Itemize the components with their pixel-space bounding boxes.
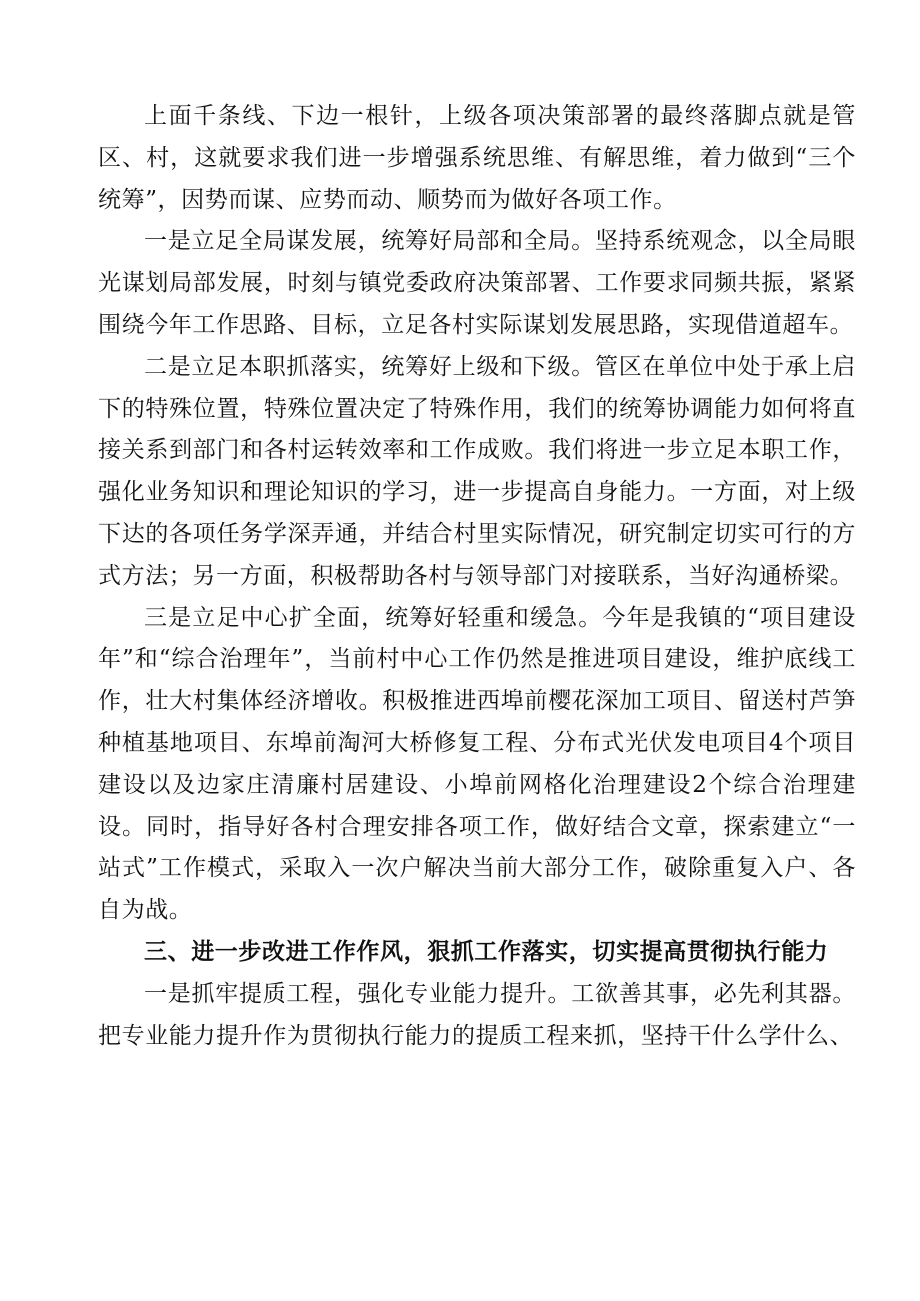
paragraph-center-priorities: 三是立足中心扩全面，统筹好轻重和缓急。今年是我镇的“项目建设年”和“综合治理年”，当前村中心工作仍然是推进项目建设，维护底线工作，壮大村集体经济增收。积极推进西埠前樱花深加工项目、留送村芦笋种植基地项目、东埠前淘河大桥修复工程、分布式光伏发电项目4个项目建设以及边家庄清廉村居建设、小埠前网格化治理建设2个综合治理建设。同时，指导好各村合理安排各项工作，做好结合文章，探索建立“一站式”工作模式，采取入一次户解决当前大部分工作，破除重复入户、各自为战。: [98, 604, 856, 924]
paragraph-duty-implementation: 二是立足本职抓落实，统筹好上级和下级。管区在单位中处于承上启下的特殊位置，特殊位置决定了特殊作用，我们的统筹协调能力如何将直接关系到部门和各村运转效率和工作成败。我们将进一步立足本职工作，强化业务知识和理论知识的学习，进一步提高自身能力。一方面，对上级下达的各项任务学深弄通，并结合村里实际情况，研究制定切实可行的方式方法；另一方面，积极帮助各村与领导部门对接联系，当好沟通桥梁。: [98, 353, 856, 589]
section-heading: 三、进一步改进工作作风，狠抓工作落实，切实提高贯彻执行能力: [144, 938, 829, 965]
paragraph-intro: 上面千条线、下边一根针，上级各项决策部署的最终落脚点就是管区、村，这就要求我们进一步增强系统思维、有解思维，着力做到“三个统筹”，因势而谋、应势而动、顺势而为做好各项工作。: [98, 103, 856, 213]
document-page: [98, 96, 856, 1057]
paragraph-overall-development: 一是立足全局谋发展，统筹好局部和全局。坚持系统观念，以全局眼光谋划局部发展，时刻与镇党委政府决策部署、工作要求同频共振，紧紧围绕今年工作思路、目标，立足各村实际谋划发展思路，实现借道超车。: [98, 228, 856, 338]
paragraph-quality-project: 一是抓牢提质工程，强化专业能力提升。工欲善其事，必先利其器。把专业能力提升作为贯彻执行能力的提质工程来抓，坚持干什么学什么、: [98, 980, 856, 1049]
